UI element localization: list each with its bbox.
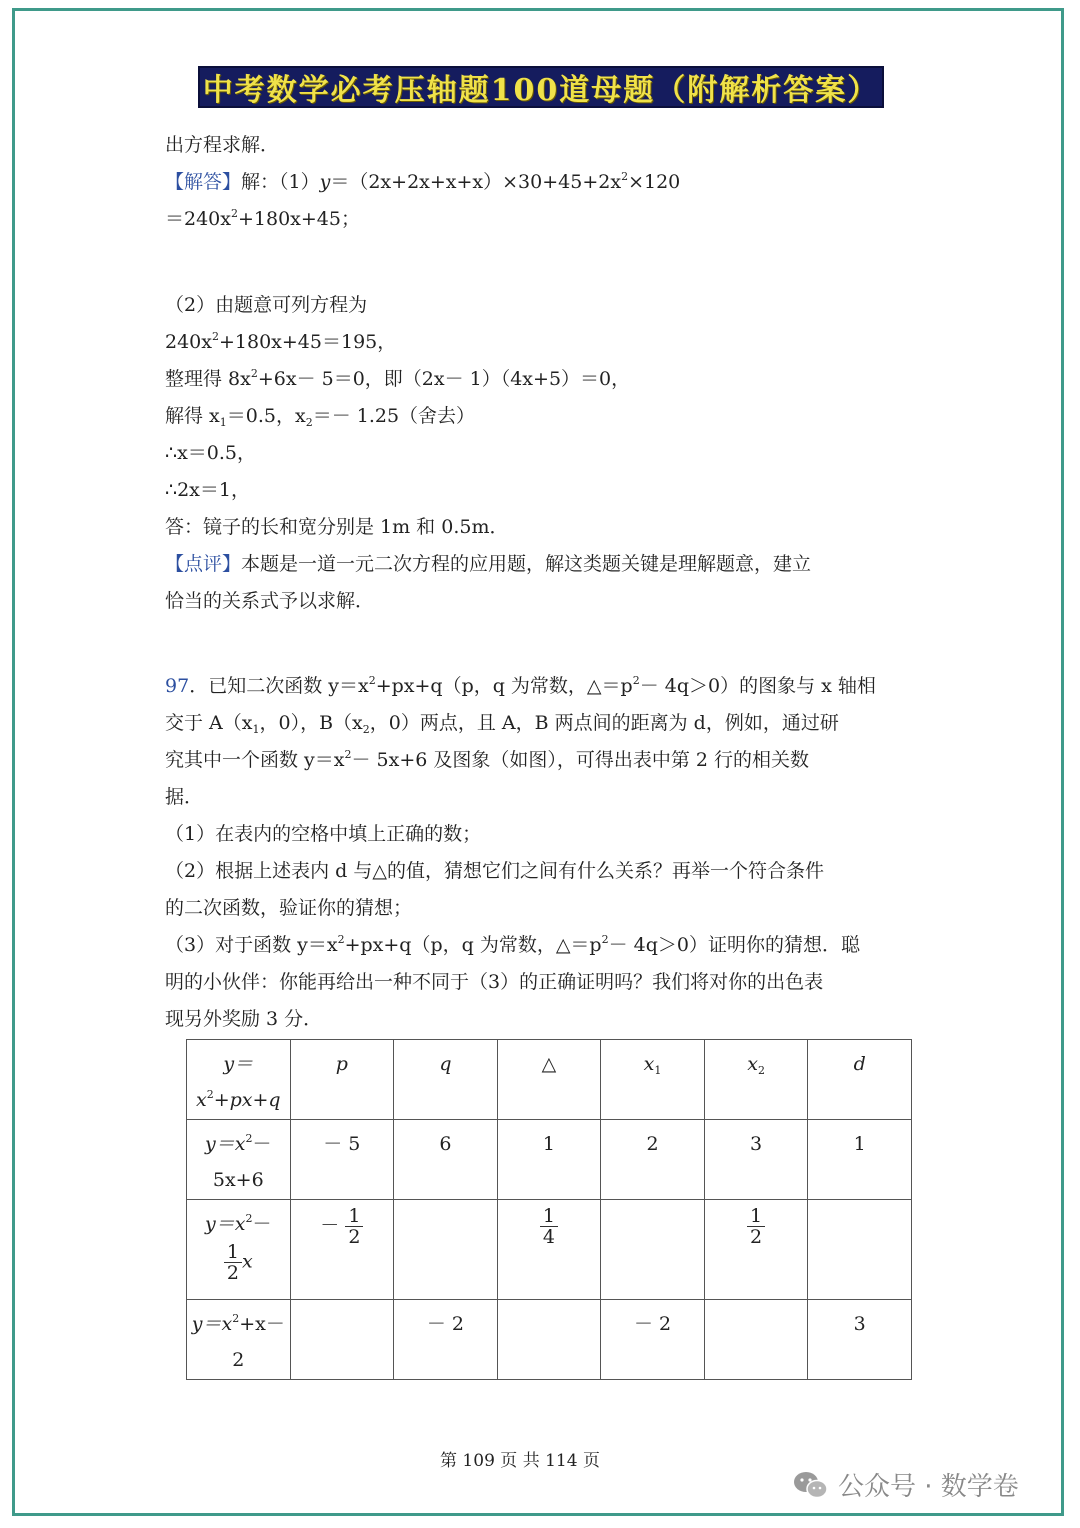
p96-factored: 整理得 $8x^2+6x- 5=0$，即（2x－ 1）（4x+5）＝0， (165, 367, 631, 390)
p96-final-answer: 答：镜子的长和宽分别是 1m 和 0.5m． (165, 516, 509, 538)
table-row (187, 1300, 912, 1380)
row1-p: － 5 (290, 1120, 394, 1200)
row3-x2-empty (704, 1300, 808, 1380)
p96-part2: （2）由题意可列方程为 (165, 294, 368, 316)
row1-delta: 1 (497, 1120, 601, 1200)
row1-x2: 3 (704, 1120, 808, 1200)
p97-question-1: （1）在表内的空格中填上正确的数； (165, 823, 482, 845)
problem-number: 97 (165, 675, 190, 697)
p97-line-2: 交于 $A(x_1$，0），$B(x_2$，0）两点，且 A，B 两点间的距离为 d，例如，通过研 (165, 712, 839, 736)
fraction-one-half: $\frac{1}{2}$ (224, 1242, 242, 1283)
p97-question-3-cont: 明的小伙伴：你能再给出一种不同于（3）的正确证明吗？我们将对你的出色表 (165, 971, 824, 993)
row3-function: $y=x^2+x-$ 2 (187, 1300, 291, 1380)
row1-d: 1 (808, 1120, 912, 1200)
p96-roots: 解得 $x_1=0.5$，$x_2=- 1.25$（舍去） (165, 405, 476, 429)
header-d: d (808, 1040, 912, 1120)
row1-x1: 2 (601, 1120, 705, 1200)
p96-therefore-1: ∴x＝0.5， (165, 442, 257, 464)
page-footer: 第 109 页 共 114 页 (440, 1451, 600, 1471)
p96-comment-cont: 恰当的关系式予以求解． (165, 590, 375, 612)
row3-d: 3 (808, 1300, 912, 1380)
p97-question-3: （3）对于函数 $y=x^2+px+q(p$，q 为常数，$\triangle=p^2- 4q>0$）证明你的猜想．聪 (165, 933, 860, 956)
header-x1: $x_1$ (601, 1040, 705, 1120)
row2-q-empty (394, 1200, 498, 1300)
function-table (186, 1039, 912, 1380)
watermark-text: 公众号 · 数学卷 (838, 1472, 1019, 1502)
header-x2: $x_2$ (704, 1040, 808, 1120)
p97-question-3-end: 现另外奖励 3 分． (165, 1008, 323, 1030)
row2-function: $y=x^2-$ $\frac{1}{2}$ x (187, 1200, 291, 1300)
p96-comment: 【点评】本题是一道一元二次方程的应用题，解这类题关键是理解题意，建立 (165, 553, 812, 575)
table-row (187, 1200, 912, 1300)
page-title-banner: 中考数学必考压轴题100道母题（附解析答案） (198, 66, 884, 108)
row3-delta-empty (497, 1300, 601, 1380)
row2-delta (497, 1200, 601, 1300)
p97-question-2: （2）根据上述表内 d 与△的值，猜想它们之间有什么关系？再举一个符合条件 (165, 860, 824, 882)
table-header-row (187, 1040, 912, 1120)
fraction-one-half: $\frac{1}{2}$ (345, 1206, 363, 1247)
row3-x1: － 2 (601, 1300, 705, 1380)
fraction-one-quarter: $\frac{1}{4}$ (540, 1206, 558, 1247)
row2-p: － $\frac{1}{2}$ (290, 1200, 394, 1300)
header-p: p (290, 1040, 394, 1120)
fraction-one-half: $\frac{1}{2}$ (747, 1206, 765, 1247)
header-delta: △ (497, 1040, 601, 1120)
comment-label: 【点评】 (165, 553, 242, 575)
answer-label: 【解答】 (165, 171, 242, 193)
wechat-icon (792, 1470, 830, 1500)
row3-q: － 2 (394, 1300, 498, 1380)
p97-line-4: 据． (165, 786, 204, 808)
table-row (187, 1120, 912, 1200)
watermark (792, 1466, 1019, 1503)
row2-x1-empty (601, 1200, 705, 1300)
header-function: y＝ $x^2+px+q$ (187, 1040, 291, 1120)
row1-function: $y=x^2-$ 5x+6 (187, 1120, 291, 1200)
row3-p-empty (290, 1300, 394, 1380)
p96-simplified: $=240x^2+180x+45$； (165, 207, 360, 230)
p97-line-1: 97．已知二次函数 $y=x^2+px+q(p$，q 为常数，$\triangle=p^2- 4q>0$）的图象与 x 轴相 (165, 674, 876, 697)
row2-d-empty (808, 1200, 912, 1300)
p96-continuation: 出方程求解． (165, 134, 280, 156)
p96-therefore-2: ∴2x＝1， (165, 479, 250, 501)
p96-answer-line: 【解答】解：$(1)y=(2x+2x+x+x)\times 30+45+2x^2\times 120$ (165, 170, 681, 193)
header-q: q (394, 1040, 498, 1120)
p97-line-3: 究其中一个函数 $y=x^2- 5x+6$ 及图象（如图），可得出表中第 2 行的相关数 (165, 748, 810, 771)
p96-equation: $240x^2+180x+45=195$， (165, 330, 397, 353)
row2-x2 (704, 1200, 808, 1300)
row1-q: 6 (394, 1120, 498, 1200)
p97-question-2-cont: 的二次函数，验证你的猜想； (165, 897, 413, 919)
